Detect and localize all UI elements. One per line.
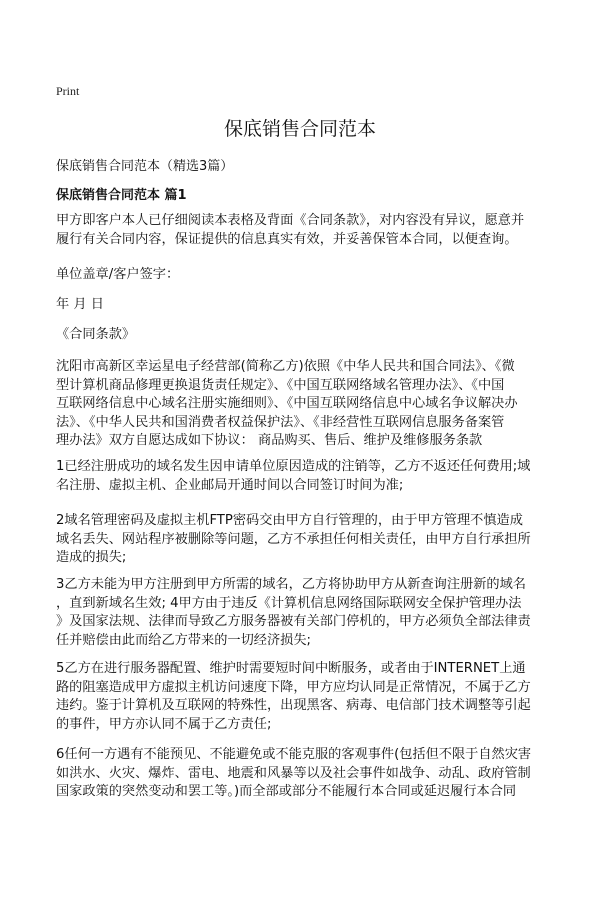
paragraph-line: 1已经注册成功的域名发生因申请单位原因造成的注销等，乙方不返还任何费用;域 [56,459,531,474]
paragraph-line: 甲方即客户本人已仔细阅读本表格及背面《合同条款》，对内容没有异议，愿意并 [56,213,525,228]
paragraph-line: 违约。鉴于计算机及互联网的特殊性，出现黑客、病毒、电信部门技术调整等引起 [56,698,531,713]
date-line: 年 月 日 [56,297,104,312]
paragraph-line: 互联网络信息中心域名注册实施细则》、《中国互联网络信息中心域名争议解决办 [56,396,518,411]
clause-heading: 《合同条款》 [56,327,136,342]
clause-3-paragraph [56,576,556,650]
paragraph-line: 造成的损失; [56,550,127,565]
paragraph-line: 任并赔偿由此而给乙方带来的一切经济损失; [56,632,312,648]
paragraph-line: 国家政策的突然变动和罢工等。)而全部或部分不能履行本合同或延迟履行本合同 [56,784,517,799]
paragraph-line: 型计算机商品修理更换退货责任规定》、《中国互联网络域名管理办法》、《中国 [56,377,505,393]
paragraph-line: 2域名管理密码及虚拟主机FTP密码交由甲方自行管理的，由于甲方管理不慎造成 [56,513,523,528]
paragraph-line: 理办法》双方自愿达成如下协议： 商品购买、售后、维护及维修服务条款 [56,433,483,448]
page-title: 保底销售合同范本 [223,118,376,140]
document-subtitle: 保底销售合同范本（精选3篇） [56,159,234,174]
section-heading: 保底销售合同范本 篇1 [56,188,187,203]
paragraph-line: ，直到新域名生效; 4甲方由于违反《计算机信息网络国际联网安全保护管理办法 [56,595,522,611]
paragraph-line: 法》、《中华人民共和国消费者权益保护法》、《非经营性互联网信息服务备案管 [56,414,505,430]
paragraph-line: 5乙方在进行服务器配置、维护时需要短时间中断服务，或者由于INTERNET上通 [56,661,526,676]
clause-6-paragraph [56,746,556,802]
paragraph-line: 沈阳市高新区幸运星电子经营部(简称乙方)依照《中华人民共和国合同法》、《微 [56,359,515,374]
paragraph-line: 3乙方未能为甲方注册到甲方所需的域名，乙方将协助甲方从新查询注册新的域名 [56,577,526,592]
paragraph-line: 名注册、虚拟主机、企业邮局开通时间以合同签订时间为准; [56,477,404,493]
signature-line: 单位盖章/客户签字： [56,267,180,282]
clause-5-paragraph [56,660,556,734]
intro-paragraph [56,212,556,249]
paragraph-line: 》及国家法规、法律而导致乙方服务器被有关部门停机的，甲方必须负全部法律责 [56,614,531,629]
paragraph-line: 如洪水、火灾、爆炸、雷电、地震和风暴等以及社会事件如战争、动乱、政府管制 [56,765,531,781]
clause-intro-paragraph [56,358,556,451]
clause-2-paragraph [56,512,556,568]
paragraph-line: 履行有关合同内容，保证提供的信息真实有效，并妥善保管本合同，以便查询。 [56,231,518,247]
paragraph-line: 域名丢失、网站程序被删除等问题，乙方不承担任何相关责任，由甲方自行承担所 [56,531,531,547]
print-link[interactable]: Print [56,84,80,98]
paragraph-line: 的事件，甲方亦认同不属于乙方责任; [56,716,272,732]
paragraph-line: 路的阻塞造成甲方虚拟主机访问速度下降，甲方应均认同是正常情况，不属于乙方 [56,679,531,695]
clause-1-paragraph [56,458,556,495]
paragraph-line: 6任何一方遇有不能预见、不能避免或不能克服的客观事件(包括但不限于自然灾害 [56,747,532,762]
